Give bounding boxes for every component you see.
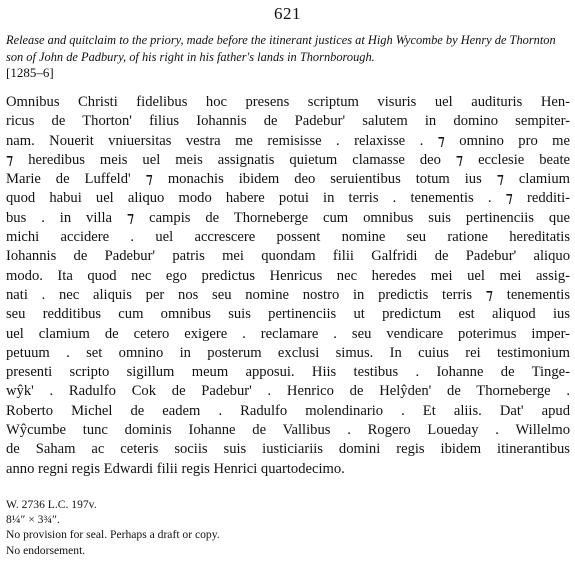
- charter-line: petuum . set omnino in posterum exclusi simus. In cuius rei testimonium: [6, 344, 570, 361]
- charter-date: [1285–6]: [6, 65, 54, 80]
- charter-line: Omnibus Christi fidelibus hoc presens scriptum visuris uel audituris Hen-: [6, 94, 570, 110]
- charter-line: Iohannis de Padebur' patris mei quondam filii Galfridi de Padebur' aliquo: [6, 248, 570, 265]
- endorsement-note: No endorsement.: [6, 543, 86, 557]
- manuscript-reference: W. 2736 L.C. 197v.: [6, 498, 97, 511]
- charter-line: michi accidere . uel accrescere possent nomine seu ratione hereditatis: [6, 229, 570, 246]
- charter-line: Wŷcumbe tunc dominis Iohanne de Vallibus . Rogero Loueday . Willelmo: [6, 422, 570, 439]
- editorial-notes: [6, 497, 566, 558]
- charter-line: de Saham ac ceteris sociis suis iusticiariis domini regis ibidem itinerantibus: [6, 441, 570, 458]
- page-number: 621: [274, 4, 301, 23]
- document-dimensions: 8¼″ × 3¾″.: [6, 513, 60, 527]
- charter-line: wŷk' . Radulfo Cok de Padebur' . Henrico de Helŷden' de Thorneberge .: [6, 383, 570, 400]
- charter-line: ricus de Thorton' filius Iohannis de Padebur' salutem in domino sempiter-: [6, 113, 570, 130]
- charter-line: nati . nec aliquis per nos seu nomine nostro in predictis terris ⁊ tenementis: [6, 286, 570, 303]
- charter-line: bus . in villa ⁊ campis de Thorneberge cum omnibus suis pertinenciis que: [6, 209, 570, 226]
- seal-note: No provision for seal. Perhaps a draft or copy.: [6, 528, 220, 542]
- charter-description: Release and quitclaim to the priory, made before the itinerant justices at High Wycombe by Henry de Thornton son of John de Padbury, of his right in his father's lands in Thornborough.: [6, 33, 556, 64]
- charter-text: [6, 93, 570, 479]
- charter-heading: [6, 32, 568, 82]
- charter-line: uel clamium de cetero exigere . reclamare . seu vendicare poterimus imper-: [6, 325, 570, 342]
- charter-line: Marie de Luffeld' ⁊ monachis ibidem deo seruientibus totum ius ⁊ clamium: [6, 171, 570, 188]
- charter-line: anno regni regis Edwardi filii regis Henrici quartodecimo.: [6, 460, 345, 477]
- charter-line: seu redditibus cum omnibus suis pertinenciis ut predictum est aliquod ius: [6, 306, 570, 323]
- charter-line: Roberto Michel de eadem . Radulfo molendinario . Et aliis. Dat' apud: [6, 402, 570, 419]
- charter-line: ⁊ heredibus meis uel meis assignatis quietum clamasse deo ⁊ ecclesie beate: [6, 151, 570, 168]
- charter-line: presenti scripto sigillum meum apposui. Hiis testibus . Iohanne de Tinge-: [6, 364, 570, 381]
- charter-line: nam. Nouerit vniuersitas vestra me remisisse . relaxisse . ⁊ omnino pro me: [6, 132, 570, 149]
- charter-line: modo. Ita quod nec ego predictus Henricus nec heredes mei uel mei assig-: [6, 267, 570, 284]
- charter-line: quod habui uel aliquo modo habere potui in terris . tenementis . ⁊ redditi-: [6, 190, 570, 207]
